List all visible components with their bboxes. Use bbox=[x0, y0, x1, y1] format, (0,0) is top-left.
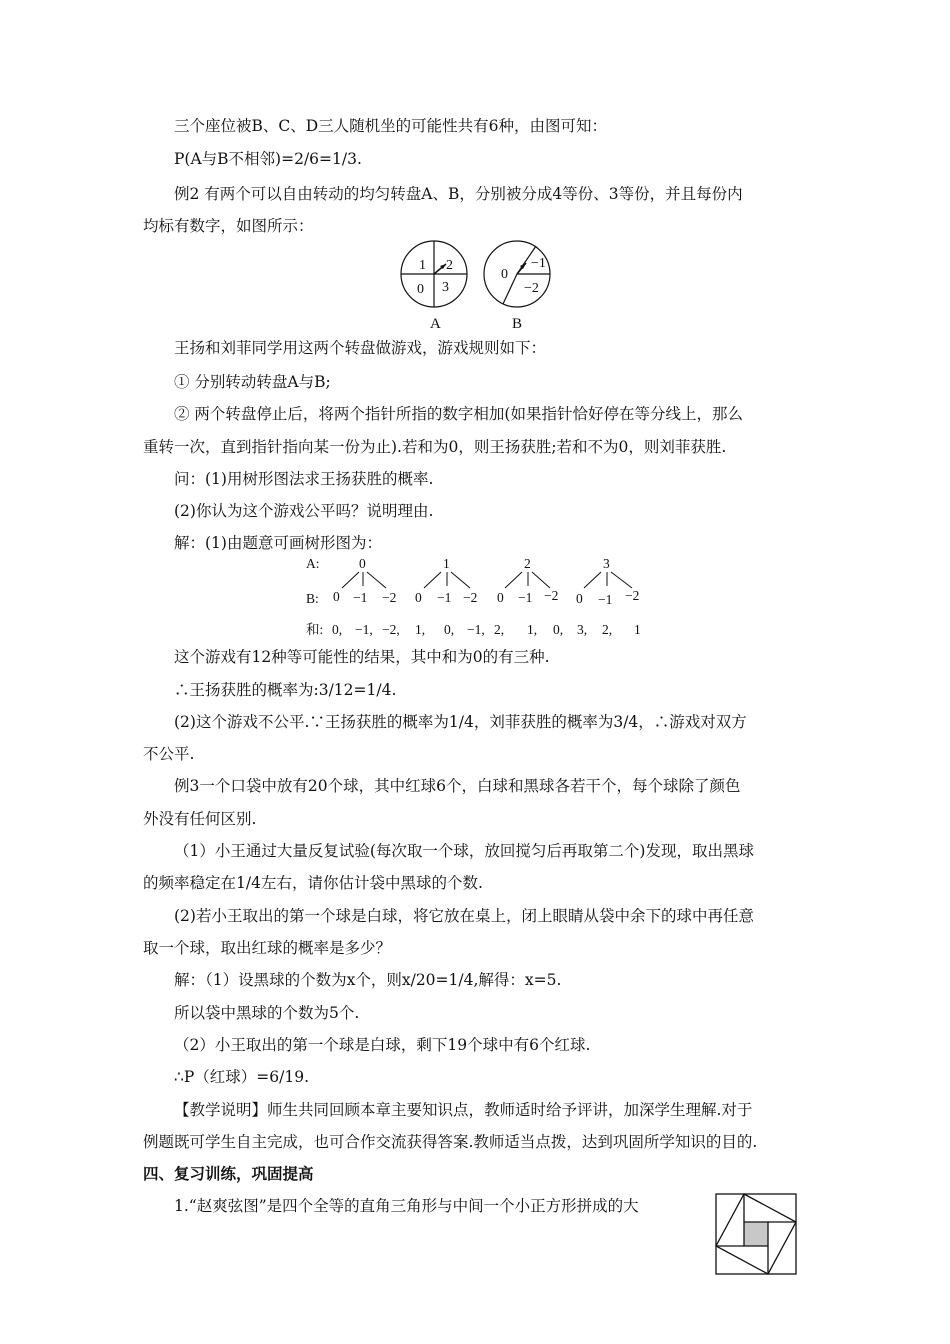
tree-branch-group bbox=[497, 556, 558, 605]
spinner-a-number: 0 bbox=[417, 282, 424, 297]
text-line: （1）小王通过大量反复试验(每次取一个球，放回搅匀后再取第二个)发现，取出黑球 bbox=[174, 842, 754, 860]
text-line: 【教学说明】师生共同回顾本章主要知识点，教师适时给予评讲，加深学生理解.对于 bbox=[174, 1101, 753, 1119]
text-line: (2)若小王取出的第一个球是白球，将它放在桌上，闭上眼睛从袋中余下的球中再任意 bbox=[174, 907, 754, 925]
text-line: 例2 有两个可以自由转动的均匀转盘A、B，分别被分成4等份、3等份，并且每份内 bbox=[174, 185, 743, 203]
tree-sum: −1, bbox=[355, 622, 373, 637]
spinner-a-number: 2 bbox=[446, 258, 453, 273]
text-line: 1.“赵爽弦图”是四个全等的直角三角形与中间一个小正方形拼成的大 bbox=[174, 1197, 639, 1215]
tree-branch-group bbox=[415, 556, 477, 605]
tree-branch-group bbox=[576, 556, 639, 607]
spinner-b-number: 0 bbox=[501, 267, 508, 282]
text-line: ∴P（红球）=6/19. bbox=[174, 1068, 310, 1086]
spinner-b-label: B bbox=[512, 316, 523, 332]
text-line: P(A与B不相邻)=2/6=1/3. bbox=[174, 150, 362, 168]
text-line: 例3一个口袋中放有20个球，其中红球6个，白球和黑球各若干个，每个球除了颜色 bbox=[174, 777, 741, 795]
text-line: 问：(1)用树形图法求王扬获胜的概率. bbox=[174, 470, 434, 488]
text-line: 不公平. bbox=[143, 745, 195, 763]
tree-sum: 1 bbox=[634, 622, 641, 637]
text-line: 三个座位被B、C、D三人随机坐的可能性共有6种，由图可知： bbox=[174, 117, 608, 135]
spinner-a-number: 3 bbox=[442, 280, 449, 295]
tree-sum: 2, bbox=[494, 622, 505, 637]
spinner-a bbox=[401, 241, 467, 332]
text-line: 王扬和刘菲同学用这两个转盘做游戏，游戏规则如下： bbox=[174, 339, 547, 357]
zhao-shuang-diagram bbox=[715, 1193, 797, 1275]
text-line: ∴王扬获胜的概率为:3/12=1/4. bbox=[174, 681, 397, 699]
tree-b-value: 0 bbox=[333, 589, 340, 604]
tree-sum: 3, bbox=[577, 622, 588, 637]
tree-branch-group bbox=[333, 556, 396, 605]
tree-sum: 1, bbox=[415, 622, 426, 637]
tree-b-value: 0 bbox=[415, 590, 422, 605]
tree-sum: 0, bbox=[553, 622, 564, 637]
tree-sums-row bbox=[332, 622, 641, 637]
spinners-figure bbox=[395, 240, 565, 335]
text-line: (2)这个游戏不公平.∵王扬获胜的概率为1/4，刘菲获胜的概率为3/4，∴游戏对双方 bbox=[174, 713, 747, 731]
text-line: 例题既可学生自主完成，也可合作交流获得答案.教师适当点拨，达到巩固所学知识的目的. bbox=[143, 1133, 758, 1151]
text-line: 均标有数字，如图所示： bbox=[143, 217, 314, 235]
spinner-b-number: −2 bbox=[524, 281, 539, 296]
tree-sum: 0, bbox=[444, 622, 455, 637]
tree-b-value: 0 bbox=[576, 591, 583, 606]
tree-b-value: −2 bbox=[463, 590, 478, 605]
text-line: 重转一次，直到指针指向某一份为止).若和为0，则王扬获胜;若和不为0，则刘菲获胜. bbox=[143, 438, 727, 456]
text-line: ② 两个转盘停止后，将两个指针所指的数字相加(如果指针恰好停在等分线上，那么 bbox=[174, 405, 743, 423]
section-heading: 四、复习训练，巩固提高 bbox=[143, 1164, 314, 1183]
tree-b-value: −1 bbox=[437, 590, 452, 605]
tree-sum: 2, bbox=[602, 622, 613, 637]
tree-sum: 1, bbox=[527, 622, 538, 637]
tree-row-b-label: B: bbox=[306, 591, 319, 606]
zhao-inner-square bbox=[744, 1222, 768, 1246]
text-line: 所以袋中黑球的个数为5个. bbox=[174, 1004, 360, 1022]
text-line: （2）小王取出的第一个球是白球，剩下19个球中有6个红球. bbox=[174, 1036, 591, 1054]
text-line: (2)你认为这个游戏公平吗？说明理由. bbox=[174, 502, 434, 520]
tree-row-sum-label: 和: bbox=[306, 622, 324, 637]
tree-a-value: 0 bbox=[359, 556, 366, 571]
spinner-b-number: −1 bbox=[531, 256, 546, 271]
tree-a-value: 2 bbox=[524, 556, 531, 571]
tree-b-value: 0 bbox=[497, 590, 504, 605]
tree-sum: 0, bbox=[332, 622, 343, 637]
tree-a-value: 1 bbox=[443, 556, 450, 571]
text-line: ① 分别转动转盘A与B; bbox=[174, 373, 331, 391]
tree-a-value: 3 bbox=[603, 556, 610, 571]
tree-b-value: −1 bbox=[353, 590, 368, 605]
tree-b-value: −2 bbox=[544, 588, 559, 603]
text-line: 外没有任何区别. bbox=[143, 810, 257, 828]
tree-b-value: −2 bbox=[382, 590, 397, 605]
spinner-b bbox=[484, 241, 550, 332]
text-line: 解：(1)由题意可画树形图为： bbox=[174, 534, 382, 552]
text-line: 取一个球，取出红球的概率是多少？ bbox=[143, 939, 392, 957]
spinner-a-label: A bbox=[430, 316, 441, 332]
tree-sum: −2, bbox=[382, 622, 400, 637]
tree-b-value: −1 bbox=[598, 592, 613, 607]
tree-diagram bbox=[300, 552, 660, 642]
tree-row-a-label: A: bbox=[306, 556, 320, 571]
text-line: 这个游戏有12种等可能性的结果，其中和为0的有三种. bbox=[174, 648, 550, 666]
tree-sum: −1, bbox=[467, 622, 485, 637]
text-line: 解：（1）设黑球的个数为x个，则x/20=1/4,解得：x=5. bbox=[174, 971, 562, 989]
tree-b-value: −1 bbox=[518, 590, 533, 605]
tree-b-value: −2 bbox=[625, 588, 640, 603]
text-line: 的频率稳定在1/4左右，请你估计袋中黑球的个数. bbox=[143, 874, 483, 892]
spinner-a-number: 1 bbox=[419, 258, 426, 273]
